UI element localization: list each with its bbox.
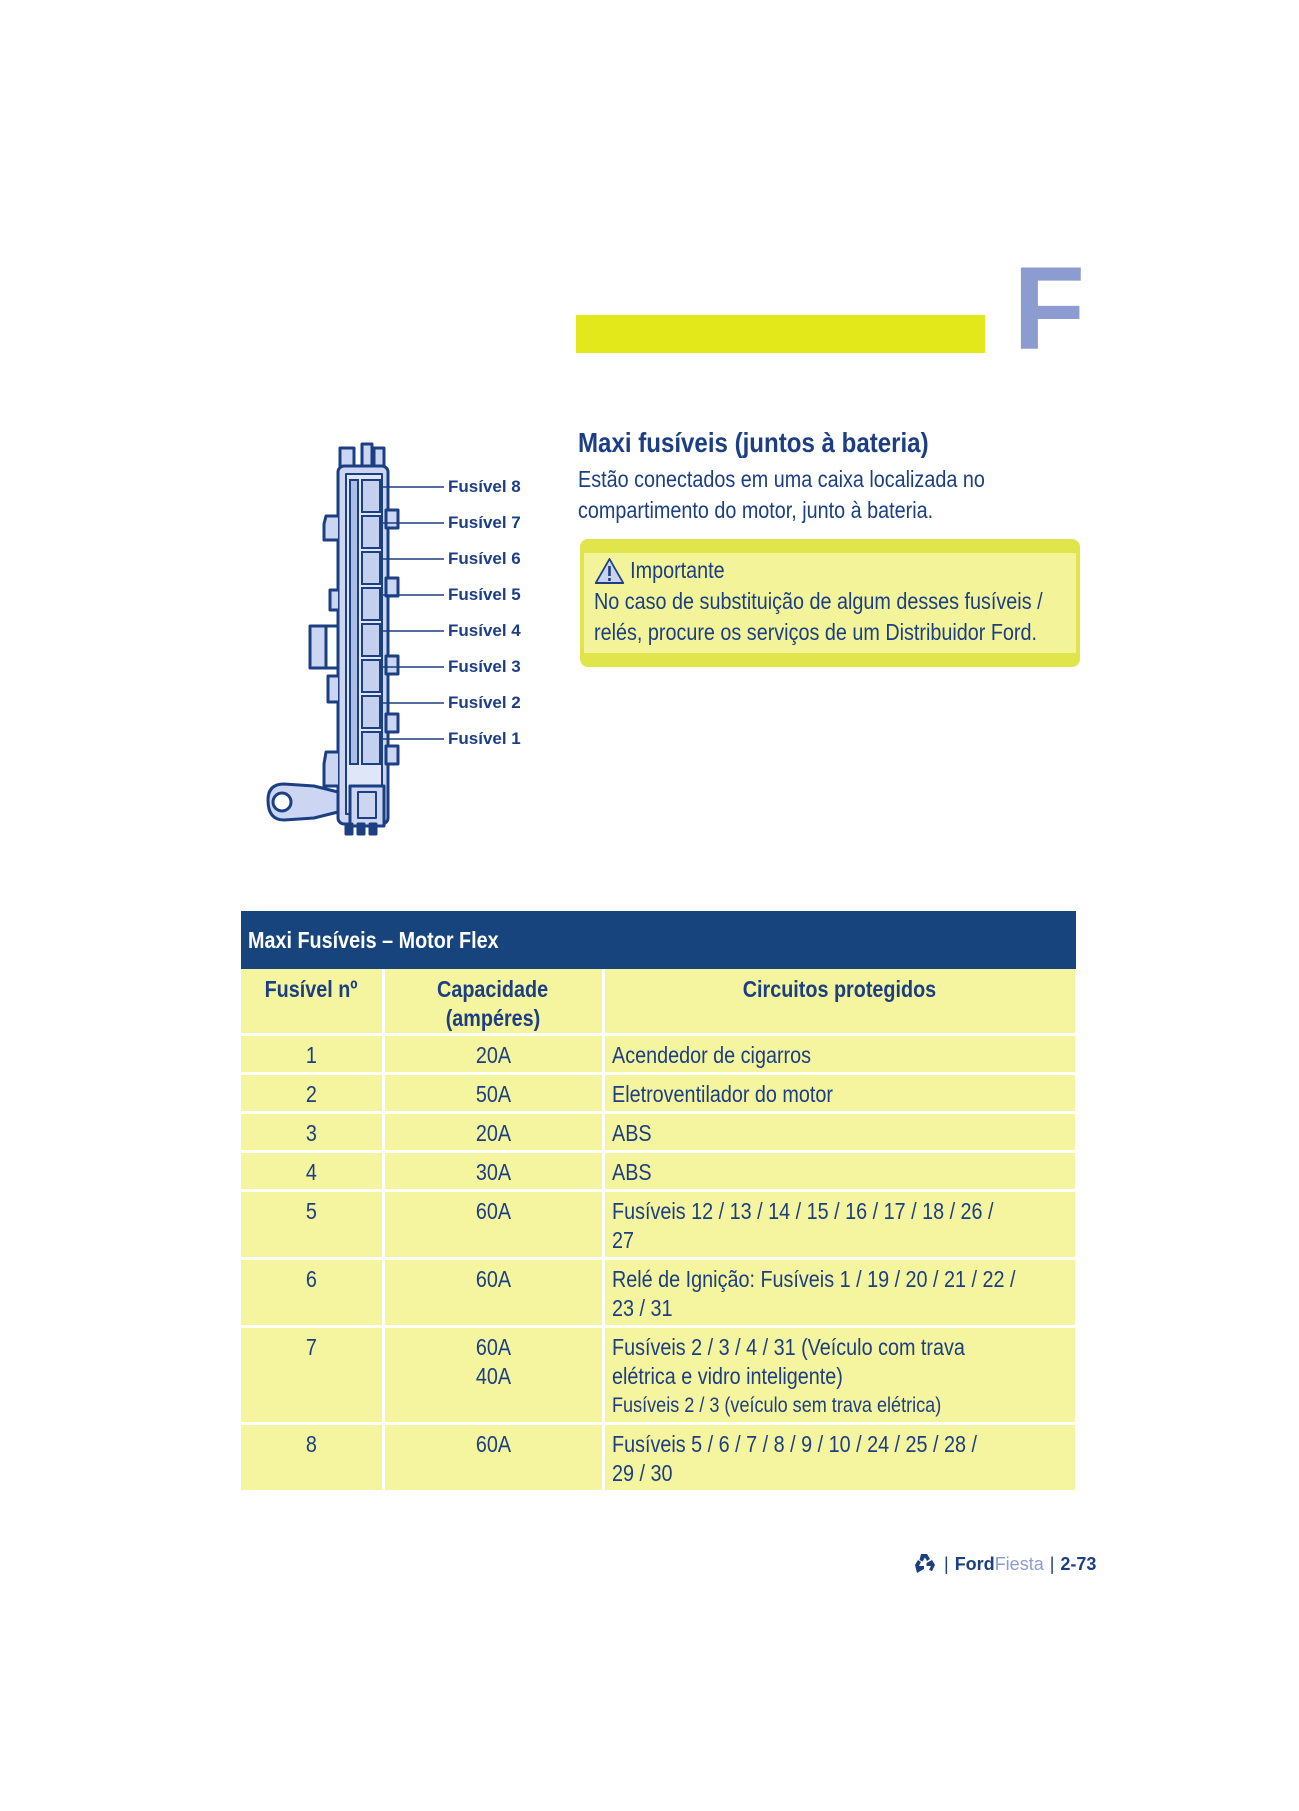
header-fuse — [241, 969, 383, 1035]
circuits-cell — [603, 1424, 1076, 1492]
capacity-value: 20A — [475, 1120, 511, 1146]
table-row — [241, 1113, 1076, 1152]
circuit-line: Relé de Ignição: Fusíveis 1 / 19 / 20 / 21 / 22 / — [611, 1266, 1016, 1292]
note-content — [594, 555, 1076, 648]
circuit-line: ABS — [611, 1120, 652, 1146]
fuse-number: 6 — [305, 1266, 317, 1292]
circuit-line: Acendedor de cigarros — [611, 1042, 811, 1068]
fuse-label-8: Fusível 8 — [448, 477, 521, 496]
circuit-line: 29 / 30 — [611, 1460, 672, 1486]
circuits-cell — [603, 1152, 1076, 1191]
fuse-number-cell — [241, 1424, 383, 1492]
fuse-label-5: Fusível 5 — [448, 585, 521, 604]
header-circuits-label: Circuitos protegidos — [742, 976, 937, 1002]
capacity-cell — [383, 1035, 603, 1074]
section-tab-bar — [576, 315, 985, 353]
table-row — [241, 1191, 1076, 1259]
table-row — [241, 1074, 1076, 1113]
section-title: Maxi fusíveis (juntos à bateria) — [578, 427, 929, 458]
maxi-fuse-table — [241, 911, 1078, 1493]
circuits-cell — [603, 1259, 1076, 1327]
important-note — [580, 539, 1080, 667]
footer-separator-2: | — [1049, 1553, 1055, 1574]
footer-brand — [955, 1554, 1044, 1575]
capacity-cell — [383, 1424, 603, 1492]
table-title-cell — [241, 911, 1076, 969]
note-body: No caso de substituição de algum desses fusíveis / relés, procure os serviços de um Distribuidor Ford. — [594, 588, 1043, 645]
table-title-row — [241, 911, 1076, 969]
fuse-number: 3 — [305, 1120, 317, 1146]
capacity-value: 60A — [475, 1198, 511, 1224]
page-number: 2-73 — [1060, 1553, 1097, 1574]
circuit-line: Fusíveis 12 / 13 / 14 / 15 / 16 / 17 / 18 / 26 / — [611, 1198, 994, 1224]
circuits-cell — [603, 1113, 1076, 1152]
fuse-number: 2 — [305, 1081, 317, 1107]
circuit-line: Fusíveis 5 / 6 / 7 / 8 / 9 / 10 / 24 / 25 / 28 / — [611, 1431, 977, 1457]
capacity-cell — [383, 1191, 603, 1259]
capacity-value: 60A — [475, 1266, 511, 1292]
fuse-number-cell — [241, 1191, 383, 1259]
fuse-number: 5 — [305, 1198, 317, 1224]
fuse-label-2: Fusível 2 — [448, 693, 521, 712]
fuse-label-4: Fusível 4 — [448, 621, 521, 640]
fuse-number-cell — [241, 1035, 383, 1074]
section-body: Estão conectados em uma caixa localizada no compartimento do motor, junto à bateria. — [578, 466, 985, 523]
header-capacity — [383, 969, 603, 1035]
header-circuits — [603, 969, 1076, 1035]
note-heading — [594, 555, 1076, 586]
fuse-number: 1 — [305, 1042, 317, 1068]
fuse-number: 4 — [305, 1159, 317, 1185]
warning-icon — [594, 557, 625, 585]
capacity-cell — [383, 1113, 603, 1152]
fuse-number: 8 — [305, 1431, 317, 1457]
capacity-cell — [383, 1259, 603, 1327]
table-row — [241, 1424, 1076, 1492]
capacity-cell — [383, 1327, 603, 1424]
capacity-value: 60A — [475, 1334, 511, 1360]
capacity-cell — [383, 1152, 603, 1191]
fuse-number-cell — [241, 1259, 383, 1327]
header-capacity-line1: Capacidade — [437, 976, 549, 1002]
recycle-icon — [912, 1552, 938, 1576]
circuits-cell — [603, 1035, 1076, 1074]
capacity-value: 60A — [475, 1431, 511, 1457]
circuit-line: 27 — [611, 1227, 634, 1253]
fuse-label-1: Fusível 1 — [448, 729, 521, 748]
table-header-row — [241, 969, 1076, 1035]
fuse-number-cell — [241, 1152, 383, 1191]
circuit-line: Fusíveis 2 / 3 / 4 / 31 (Veículo com trava — [611, 1334, 965, 1360]
circuit-line: 23 / 31 — [611, 1295, 672, 1321]
page-footer — [912, 1552, 1096, 1576]
table-title: Maxi Fusíveis – Motor Flex — [248, 926, 499, 953]
table-row — [241, 1035, 1076, 1074]
fuse-label-6: Fusível 6 — [448, 549, 521, 568]
circuit-line: ABS — [611, 1159, 652, 1185]
fuse-number-cell — [241, 1113, 383, 1152]
fuse-box-diagram — [258, 440, 538, 860]
fuse-box-illustration — [258, 440, 538, 860]
capacity-value: 20A — [475, 1042, 511, 1068]
fuse-label-3: Fusível 3 — [448, 657, 521, 676]
table-row — [241, 1327, 1076, 1424]
brand-model: Fiesta — [994, 1553, 1044, 1574]
fuse-number-cell — [241, 1327, 383, 1424]
note-title: Importante — [630, 557, 725, 583]
circuits-cell — [603, 1191, 1076, 1259]
fuse-number: 7 — [305, 1334, 317, 1360]
section-letter: F — [1013, 243, 1086, 375]
header-capacity-line2: (ampéres) — [445, 1005, 541, 1031]
circuit-line: Fusíveis 2 / 3 (veículo sem trava elétrica) — [611, 1394, 941, 1417]
circuits-cell — [603, 1327, 1076, 1424]
capacity-value: 50A — [475, 1081, 511, 1107]
brand-ford: Ford — [954, 1553, 995, 1574]
circuits-cell — [603, 1074, 1076, 1113]
circuit-line: elétrica e vidro inteligente) — [611, 1363, 843, 1389]
circuit-line: Eletroventilador do motor — [611, 1081, 833, 1107]
footer-separator-1: | — [944, 1553, 949, 1574]
capacity-cell — [383, 1074, 603, 1113]
header-fuse-label: Fusível nº — [264, 976, 358, 1002]
fuse-number-cell — [241, 1074, 383, 1113]
table-row — [241, 1259, 1076, 1327]
table-row — [241, 1152, 1076, 1191]
fuse-label-7: Fusível 7 — [448, 513, 521, 532]
capacity-value: 40A — [475, 1363, 511, 1389]
capacity-value: 30A — [475, 1159, 511, 1185]
